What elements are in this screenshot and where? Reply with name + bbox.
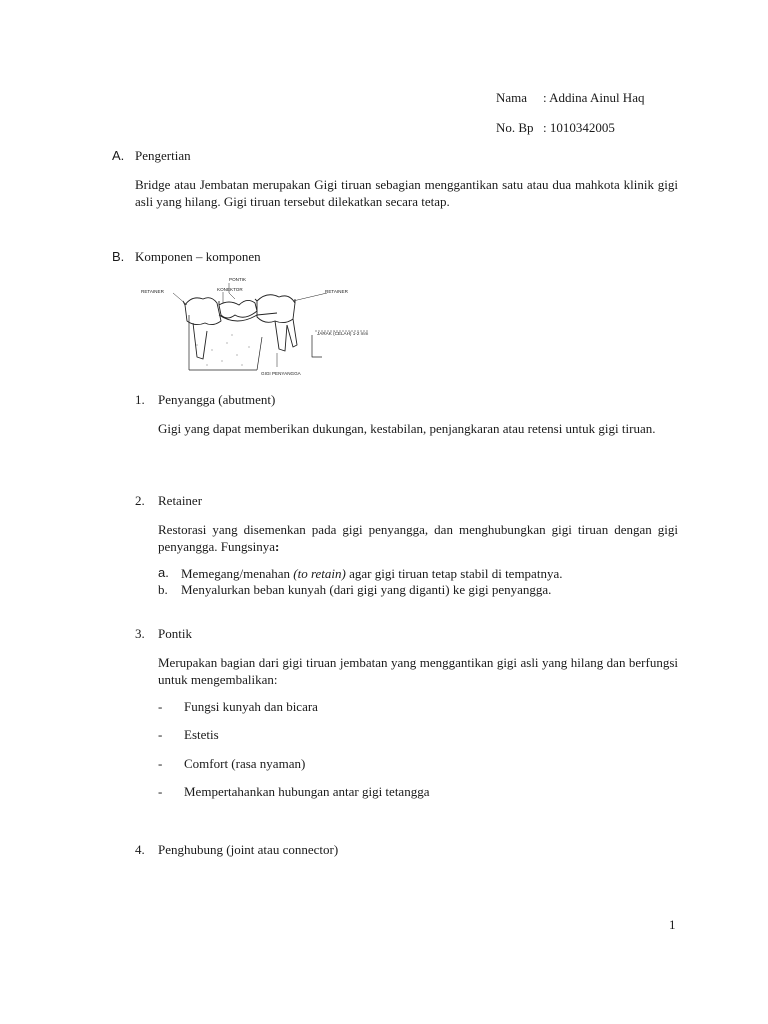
item-1-number: 1.	[135, 392, 145, 407]
item-1-paragraph: Gigi yang dapat memberikan dukungan, kestabilan, penjangkaran atau retensi untuk gigi tiruan.	[158, 421, 656, 436]
section-b-letter: B.	[112, 249, 125, 264]
item-3-bullet-3-marker: -	[158, 756, 163, 771]
item-2-list-b-text: Menyalurkan beban kunyah (dari gigi yang diganti) ke gigi penyangga.	[181, 582, 552, 597]
item-2-list-b-marker: b.	[158, 582, 168, 597]
item-3-title: Pontik	[158, 626, 192, 641]
item-2-list-a-marker: a.	[158, 565, 169, 580]
name-value: : Addina Ainul Haq	[543, 90, 645, 105]
item-2-paragraph	[158, 521, 678, 555]
diagram-label-gigi-penyangga: GIGI PENYANGGA	[261, 371, 301, 376]
item-2-list-a-before: Memegang/menahan	[181, 566, 294, 581]
item-3-bullet-2-text: Estetis	[184, 727, 219, 742]
item-3-paragraph: Merupakan bagian dari gigi tiruan jembatan yang menggantikan gigi asli yang hilang dan berfungsi untuk mengembalikan:	[158, 655, 678, 687]
item-2-list-a-after: agar gigi tiruan tetap stabil di tempatnya.	[345, 566, 563, 581]
item-2-paragraph-text: Restorasi yang disemenkan pada gigi penyangga, dan menghubungkan gigi tiruan dengan gigi penyangga. Fungsinya	[158, 522, 678, 554]
item-2-paragraph-colon: :	[274, 539, 280, 554]
name-label: Nama	[496, 90, 528, 105]
page-number: 1	[669, 917, 676, 932]
item-3-bullet-1-marker: -	[158, 699, 163, 714]
item-3-bullet-3-text: Comfort (rasa nyaman)	[184, 756, 306, 771]
item-2-list-a-text	[181, 566, 562, 582]
bp-label: No. Bp	[496, 120, 534, 135]
item-3-bullet-4-marker: -	[158, 784, 163, 799]
item-2-number: 2.	[135, 493, 145, 508]
item-4-title: Penghubung (joint atau connector)	[158, 842, 339, 857]
bp-value: : 1010342005	[543, 120, 615, 135]
item-2-title: Retainer	[158, 493, 203, 508]
item-3-number: 3.	[135, 626, 145, 641]
section-a-title: Pengertian	[135, 148, 191, 163]
diagram-label-retainer-left: RETAINER	[141, 289, 164, 294]
section-a-letter: A.	[112, 148, 125, 163]
diagram-label-retainer-right: RETAINER	[325, 289, 348, 294]
section-a-paragraph: Bridge atau Jembatan merupakan Gigi tiruan sebagian menggantikan satu atau dua mahkota klinik gigi asli yang hilang. Gigi tiruan tersebut dilekatkan secara tetap.	[135, 177, 678, 209]
diagram-label-jarak: JARAK (CELAH) 1-2 mm	[317, 331, 369, 336]
item-2-list-a-emph: (to retain)	[293, 566, 346, 581]
diagram-label-pontik: PONTIK	[229, 277, 247, 282]
section-b-title: Komponen – komponen	[135, 249, 261, 264]
item-3-bullet-1-text: Fungsi kunyah dan bicara	[184, 699, 318, 714]
item-1-title: Penyangga (abutment)	[158, 392, 276, 407]
item-3-bullet-4-text: Mempertahankan hubungan antar gigi tetangga	[184, 784, 430, 799]
item-4-number: 4.	[135, 842, 145, 857]
bridge-diagram	[137, 275, 387, 380]
diagram-label-konektor: KONEKTOR	[217, 287, 243, 292]
item-3-bullet-2-marker: -	[158, 727, 163, 742]
